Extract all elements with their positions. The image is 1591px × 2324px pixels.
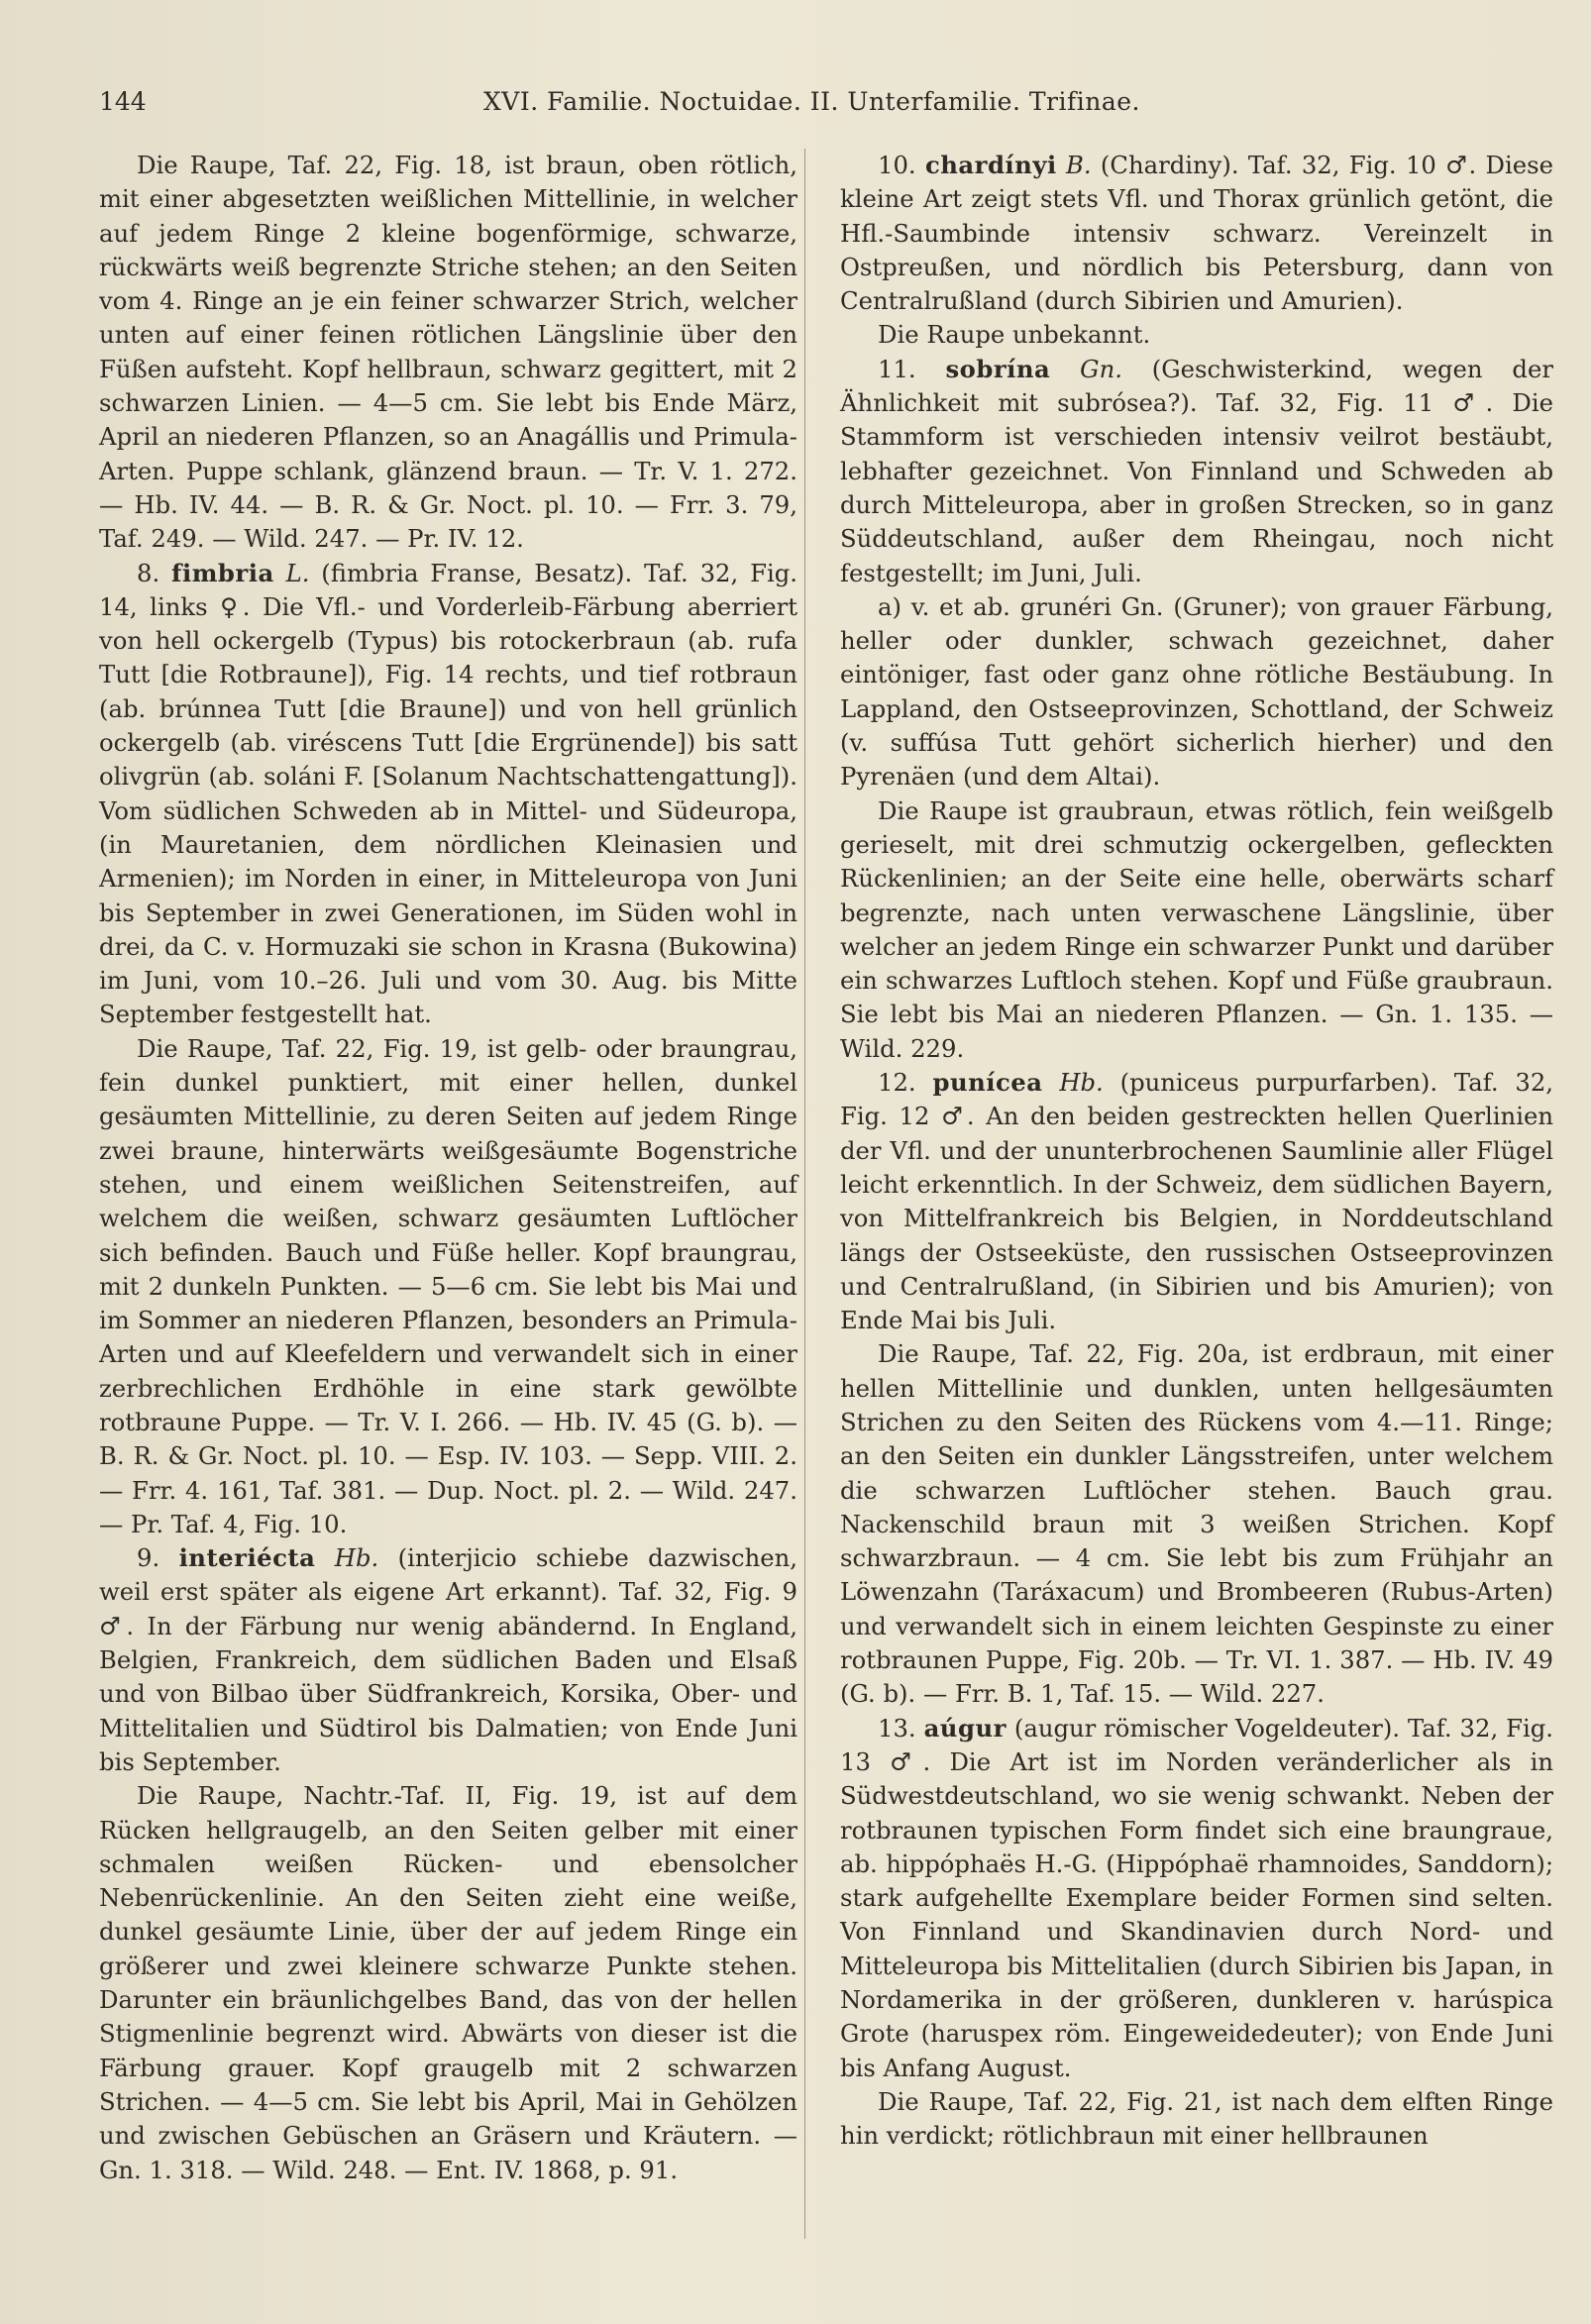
page-number: 144 [99, 87, 147, 116]
paragraph: Die Raupe, Nachtr.-Taf. II, Fig. 19, ist auf dem Rücken hellgraugelb, an den Seiten gelber mit einer schmalen weißen Rücken- und ebensolcher Nebenrückenlinie. An den Seiten zieht eine weiße, dunkel gesäumte Linie, über der auf jedem Ringe ein größerer und zwei kleinere schwarze Punkte stehen. Darunter ein bräunlichgelbes Band, das von der hellen Stigmenlinie begrenzt wird. Abwärts von dieser ist die Färbung grauer. Kopf graugelb mit 2 schwarzen Strichen. — 4—5 cm. Sie lebt bis April, Mai in Gehölzen und zwischen Gebüschen an Gräsern und Kräutern. — Gn. 1. 318. — Wild. 248. — Ent. IV. 1868, p. 91. [99, 1781, 797, 2184]
paragraph: Die Raupe, Taf. 22, Fig. 18, ist braun, oben rötlich, mit einer abgesetzten weißlichen Mittellinie, in welcher auf jedem Ringe 2 kleine bogenförmige, schwarze, rückwärts weiß begrenzte Striche stehen; an den Seiten vom 4. Ringe an je ein feiner schwarzer Strich, welcher unten auf einer feinen rötlichen Längslinie über den Füßen aufsteht. Kopf hellbraun, schwarz gegittert, mit 2 schwarzen Linien. — 4—5 cm. Sie lebt bis Ende März, April an niederen Pflanzen, so an Anagállis und Primula-Arten. Puppe schlank, glänzend braun. — Tr. V. 1. 272. — Hb. IV. 44. — B. R. & Gr. Noct. pl. 10. — Frr. 3. 79, Taf. 249. — Wild. 247. — Pr. IV. 12. [99, 151, 797, 554]
running-header [99, 87, 1532, 127]
species-author: Gn. [1080, 354, 1122, 383]
species-entry [99, 557, 797, 1032]
paragraph: Die Raupe ist graubraun, etwas rötlich, fein weißgelb gerieselt, mit drei schmutzig ockergelben, gefleckten Rückenlinien; an der Seite eine helle, oberwärts scharf begrenzte, nach unten verwaschene Längslinie, über welcher an jedem Ringe ein schwarzer Punkt und darüber ein schwarzes Luftloch stehen. Kopf und Füße graubraun. Sie lebt bis Mai an niederen Pflanzen. — Gn. 1. 135. — Wild. 229. [840, 795, 1553, 1063]
species-name: sobrína [945, 354, 1051, 383]
species-author: Hb. [334, 1543, 379, 1573]
left-column [99, 149, 797, 2187]
entry-number: 8. [137, 558, 160, 587]
right-column [840, 149, 1553, 2154]
species-name: chardínyi [924, 151, 1057, 179]
paragraph: a) v. et ab. grunéri Gn. (Gruner); von grauer Färbung, heller oder dunkler, schwach gezeichnet, daher eintöniger, fast oder ganz ohne rötliche Bestäubung. In Lappland, den Ostseeprovinzen, Schottland, der Schweiz (v. suffúsa Tutt gehört sicherlich hierher) und den Pyrenäen (und dem Altai). [840, 591, 1553, 792]
entry-text: (Geschwisterkind, wegen der Ähnlichkeit mit subrósea?). Taf. 32, Fig. 11 ♂. Die Stammform ist verschieden intensiv veilrot bestäubt, lebhafter gezeichnet. Von Finnland und Schweden ab durch Mitteleuropa, aber in großen Strecken, so in ganz Süddeutschland, außer dem Rheingau, noch nicht festgestellt; im Juni, Juli. [840, 354, 1553, 587]
species-entry [840, 1712, 1553, 2085]
entry-number: 9. [137, 1543, 160, 1573]
species-name: aúgur [923, 1713, 1007, 1743]
column-divider [804, 149, 805, 2239]
entry-text: (fimbria Franse, Besatz). Taf. 32, Fig. 14, links ♀. Die Vfl.- und Vorderleib-Färbung aberriert von hell ockergelb (Typus) bis rotockerbraun (ab. rufa Tutt [die Rotbraune]), Fig. 14 rechts, und tief rotbraun (ab. brúnnea Tutt [die Braune]) und von hell grünlich ockergelb (ab. viréscens Tutt [die Ergrünende]) bis satt olivgrün (ab. soláni F. [Solanum Nachtschattengattung]). Vom südlichen Schweden ab in Mittel- und Südeuropa, (in Mauretanien, dem nördlichen Kleinasien und Armenien); im Norden in einer, in Mitteleuropa von Juni bis September in zwei Generationen, im Süden wohl in drei, da C. v. Hormuzaki sie schon in Krasna (Bukowina) im Juni, vom 10.–26. Juli und vom 30. Aug. bis Mitte September festgestellt hat. [99, 558, 797, 1029]
species-name: punícea [932, 1068, 1043, 1098]
species-name: fimbria [171, 558, 274, 587]
entry-number: 10. [878, 151, 916, 179]
species-name: interiécta [178, 1543, 316, 1573]
species-entry [840, 1066, 1553, 1337]
running-title: XVI. Familie. Noctuidae. II. Unterfamilie. Trifinae. [483, 87, 1140, 116]
species-entry [840, 353, 1553, 590]
species-author: Hb. [1059, 1068, 1104, 1098]
entry-text: (puniceus purpurfarben). Taf. 32, Fig. 12 ♂. An den beiden gestreckten hellen Querlinien der Vfl. und der ununterbrochenen Saumlinie aller Flügel leicht erkenntlich. In der Schweiz, dem südlichen Bayern, von Mittelfrankreich bis Belgien, in Norddeutschland längs der Ostseeküste, den russischen Ostseeprovinzen und Centralrußland, (in Sibirien und bis Amurien); von Ende Mai bis Juli. [840, 1068, 1553, 1335]
paragraph: Die Raupe, Taf. 22, Fig. 19, ist gelb- oder braungrau, fein dunkel punktiert, mit einer hellen, dunkel gesäumten Mittellinie, zu deren Seiten auf jedem Ringe zwei braune, hinterwärts weißgesäumte Bogenstriche stehen, und einem weißlichen Seitenstreifen, auf welchem die weißen, schwarz gesäumten Luftlöcher sich befinden. Bauch und Füße heller. Kopf braungrau, mit 2 dunkeln Punkten. — 5—6 cm. Sie lebt bis Mai und im Sommer an niederen Pflanzen, besonders an Primula-Arten und auf Kleefeldern und verwandelt sich in einer zerbrechlichen Erdhöhle in eine stark gewölbte rotbraune Puppe. — Tr. V. I. 266. — Hb. IV. 45 (G. b). — B. R. & Gr. Noct. pl. 10. — Esp. IV. 103. — Sepp. VIII. 2. — Frr. 4. 161, Taf. 381. — Dup. Noct. pl. 2. — Wild. 247. — Pr. Taf. 4, Fig. 10. [99, 1033, 797, 1538]
species-entry [99, 1541, 797, 1779]
entry-number: 12. [878, 1068, 916, 1098]
entry-text: (interjicio schiebe dazwischen, weil erst später als eigene Art erkannt). Taf. 32, Fig. 9 ♂. In der Färbung nur wenig abändernd. In England, Belgien, Frankreich, dem südlichen Baden und Elsaß und von Bilbao über Südfrankreich, Korsika, Ober- und Mittelitalien und Südtirol bis Dalmatien; von Ende Juni bis September. [99, 1543, 797, 1776]
species-author: B. [1065, 151, 1092, 179]
paragraph: Die Raupe unbekannt. [878, 320, 1151, 350]
paragraph: Die Raupe, Taf. 22, Fig. 21, ist nach dem elften Ringe hin verdickt; rötlichbraun mit einer hellbraunen [840, 2086, 1553, 2151]
paragraph: Die Raupe, Taf. 22, Fig. 20a, ist erdbraun, mit einer hellen Mittellinie und dunklen, unten hellgesäumten Strichen zu den Seiten des Rückens vom 4.—11. Ringe; an den Seiten ein dunkler Längsstreifen, unter welchem die schwarzen Luftlöcher stehen. Bauch grau. Nackenschild braun mit 3 weißen Strichen. Kopf schwarzbraun. — 4 cm. Sie lebt bis zum Frühjahr an Löwenzahn (Taráxacum) und Brombeeren (Rubus-Arten) und verwandelt sich in einem leichten Gespinste zu einer rotbraunen Puppe, Fig. 20b. — Tr. VI. 1. 387. — Hb. IV. 49 (G. b). — Frr. B. 1, Taf. 15. — Wild. 227. [840, 1339, 1553, 1709]
species-author: L. [285, 558, 310, 587]
species-entry [840, 149, 1553, 318]
entry-text: (Chardiny). Taf. 32, Fig. 10 ♂. Diese kleine Art zeigt stets Vfl. und Thorax grünlich getönt, die Hfl.-Saumbinde intensiv schwarz. Vereinzelt in Ostpreußen, und nördlich bis Petersburg, dann von Centralrußland (durch Sibirien und Amurien). [840, 151, 1553, 316]
entry-text: (augur römischer Vogeldeuter). Taf. 32, Fig. 13 ♂. Die Art ist im Norden veränderlicher als in Südwestdeutschland, wo sie wenig schwankt. Neben der rotbraunen typischen Form findet sich eine braungraue, ab. hippóphaës H.-G. (Hippóphaë rhamnoides, Sanddorn); stark aufgehellte Exemplare beider Formen sind selten. Von Finnland und Skandinavien durch Nord- und Mitteleuropa bis Mittelitalien (durch Sibirien bis Japan, in Nordamerika in der größeren, dunkleren v. harúspica Grote (haruspex röm. Eingeweidedeuter); von Ende Juni bis Anfang August. [840, 1713, 1553, 2082]
entry-number: 13. [878, 1713, 916, 1743]
entry-number: 11. [878, 354, 916, 383]
